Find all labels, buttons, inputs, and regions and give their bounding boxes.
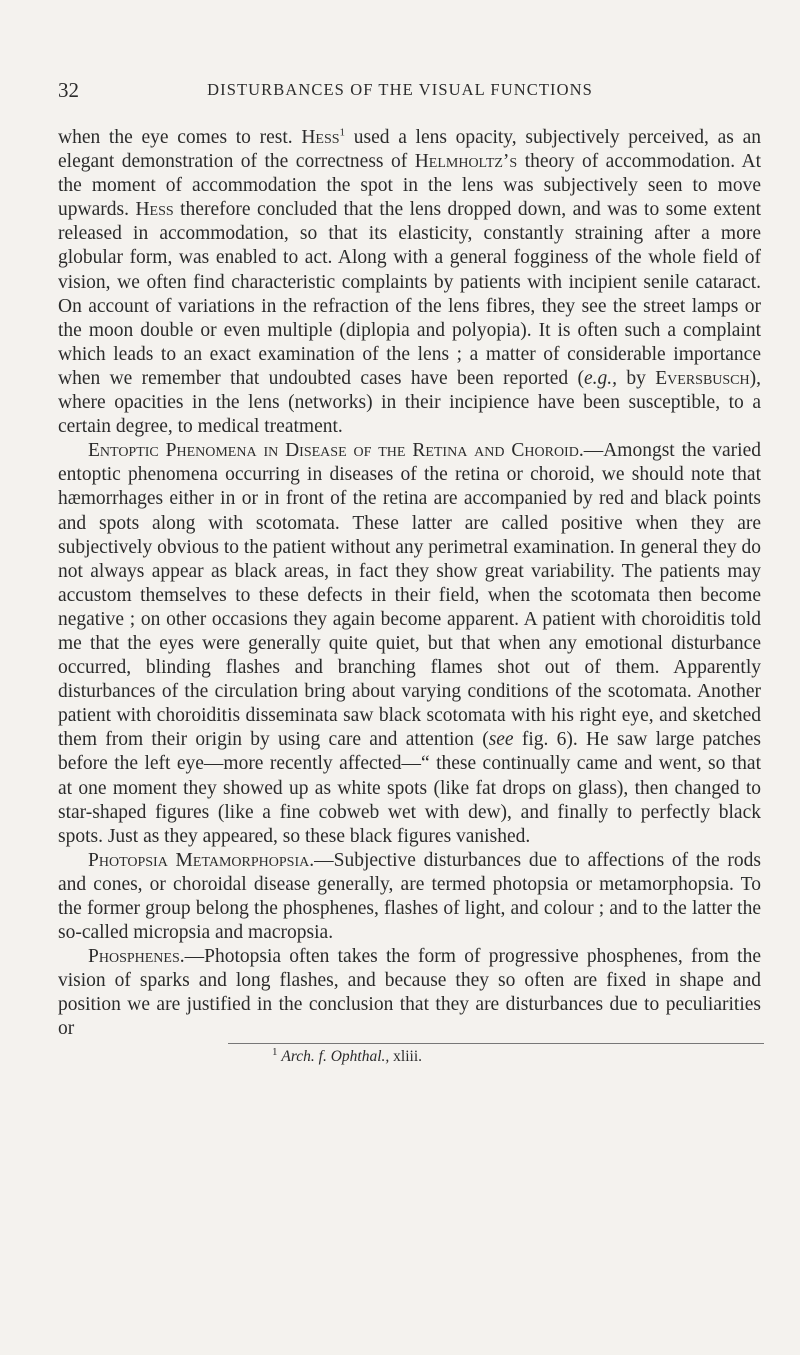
- small-caps-text: Photopsia Metamorphopsia.: [88, 849, 315, 871]
- body-text: [58, 126, 761, 1042]
- small-caps-text: Entoptic Phenomena in Disease of the Retina and Choroid.: [88, 440, 584, 462]
- footnote-rule: [228, 1043, 764, 1044]
- footnote-volume: xliii.: [393, 1048, 423, 1065]
- small-caps-text: Eversbusch: [655, 367, 750, 389]
- text-run: ), where opacities in the lens (networks) in their incipience have been susceptible, to a certain degree, to medical treatment.: [58, 367, 762, 438]
- footnote-ref: 1: [339, 126, 346, 139]
- small-caps-text: Hess: [135, 199, 174, 221]
- italic-text: e.g.,: [584, 367, 618, 389]
- page-number: 32: [58, 78, 79, 102]
- text-run: therefore concluded that the lens dropped down, and was to some extent released in accommodation, so that its elasticity, constantly straining after a more globular form, was enabled to act. Along with a general fogginess of the whole field of vision, we often find characteristic complaints by patients with incipient senile cataract. On account of variations in the refraction of the lens fibres, they see the street lamps or the moon double or even multiple (diplopia and polyopia). It is often such a complaint which leads to an exact examination of the lens ; a matter of considerable importance when we remember that undoubted cases have been reported (: [58, 199, 761, 389]
- para-photopsia: [58, 849, 761, 945]
- text-run: —Photopsia often takes the form of progressive phosphenes, from the vision of sparks and long flashes, and because they so often are fixed in shape and position we are justified in the conclusion that they are disturbances due to peculiarities or: [58, 946, 761, 1040]
- text-run: used a lens opacity, subjectively perceived, as an elegant demonstration of the correctness of: [58, 127, 761, 173]
- italic-text: see: [488, 729, 514, 751]
- text-run: when the eye comes to rest.: [58, 127, 302, 148]
- footnote-journal: Arch. f. Ophthal.,: [281, 1048, 390, 1065]
- small-caps-text: Helmholtz’s: [414, 151, 518, 173]
- footnote: [272, 1045, 423, 1066]
- text-run: —Subjective disturbances due to affections of the rods and cones, or choroidal disease generally, are termed photopsia or metamorphopsia. To the former group belong the phosphenes, flashes of light, and colour ; and to the latter the so-called micropsia and macropsia.: [58, 849, 762, 944]
- para-phosphenes: [58, 945, 761, 1041]
- text-run: fig. 6). He saw large patches before the left eye—more recently affected—“ these continually came and went, so that at one moment they showed up as white spots (like fat drops on glass), then changed to star-shaped figures (like a fine cobweb wet with dew), and finally to perfectly black spots. Just as they appeared, so these black figures vanished.: [58, 729, 761, 847]
- text-run: by: [617, 367, 656, 389]
- small-caps-text: Hess: [301, 127, 340, 148]
- text-run: —Amongst the varied entoptic phenomena occurring in diseases of the retina or choroid, we should note that hæmorrhages either in or in front of the retina are accompanied by red and black points and spots along with scotomata. These latter are called positive when they are subjectively obvious to the patient without any perimetral examination. In general they do not always appear as black areas, in fact they show great variability. The patients may accustom themselves to these defects in their field, when the scotomata then become negative ; on other occasions they again become apparent. A patient with choroiditis told me that the eyes were generally quite quiet, but that when any emotional disturbance occurred, blinding flashes and branching flames shot out of them. Apparently disturbances of the circulation bring about varying conditions of the scotomata. Another patient with choroiditis disseminata saw black scotomata with his right eye, and sketched them from their origin by using care and attention (: [58, 440, 761, 751]
- small-caps-text: Phosphenes.: [88, 946, 185, 968]
- footnote-marker: 1: [272, 1045, 278, 1058]
- running-head: DISTURBANCES OF THE VISUAL FUNCTIONS: [207, 80, 593, 99]
- para-lens-opacity: [58, 126, 761, 439]
- para-entoptic-retina: [58, 439, 761, 849]
- text-run: theory of accommodation. At the moment of accommodation the spot in the lens was subjectively seen to move upwards.: [58, 151, 761, 221]
